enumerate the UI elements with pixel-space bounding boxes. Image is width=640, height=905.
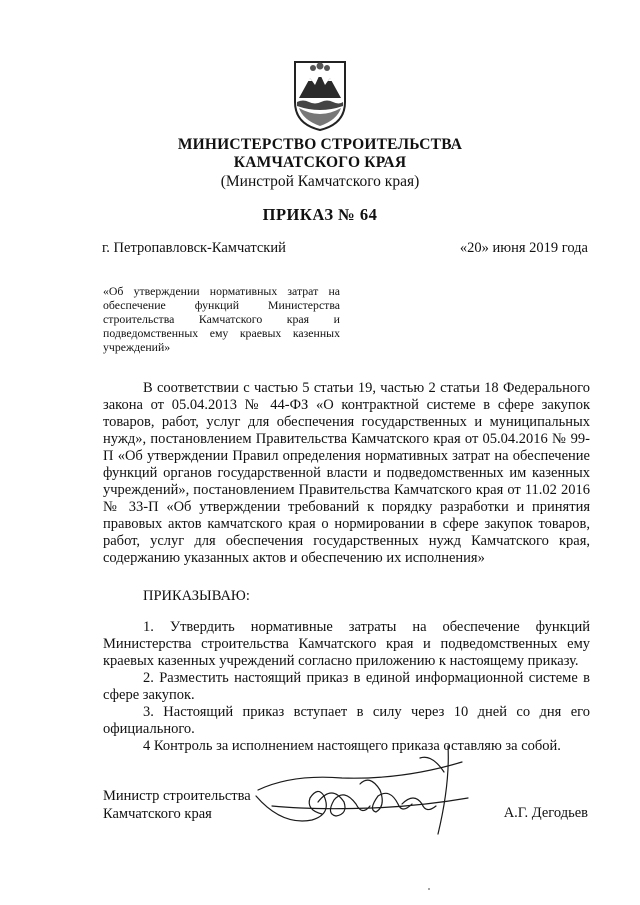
- signer-title: [103, 787, 251, 823]
- preamble-paragraph: В соответствии с частью 5 статьи 19, частью 2 статьи 18 Федерального закона от 05.04.2013 № 44-ФЗ «О контрактной системе в сфере закупок товаров, работ, услуг для обеспечения государственных и муниципальных нужд», постановлением Правительства Камчатского края от 05.04.2016 № 99-П «Об утверждении Правил определения нормативных затрат на обеспечение функций органов государственной власти и подведомственных им казенных учреждений», постановлением Правительства Камчатского края от 11.02 2016 № 33-П «Об утверждении требований к порядку разработки и принятия правовых актов камчатского края о нормировании в сфере закупок товаров, работ, услуг для обеспечения государственных нужд Камчатского края, содержанию указанных актов и обеспечению их исполнения»: [103, 380, 590, 566]
- ministry-short-name: (Минстрой Камчатского края): [220, 173, 420, 190]
- order-item-3: 3. Настоящий приказ вступает в силу через 10 дней со дня его официального.: [103, 704, 590, 737]
- order-item-4: 4 Контроль за исполнением настоящего приказа оставляю за собой.: [143, 738, 561, 754]
- scan-speck: [428, 888, 430, 890]
- ministry-name-line2: КАМЧАТСКОГО КРАЯ: [233, 154, 407, 171]
- signer-title-line2: Камчатского края: [103, 806, 212, 822]
- handwritten-signature: [252, 744, 492, 844]
- place-of-issue: г. Петропавловск-Камчатский: [102, 240, 286, 256]
- signer-name: А.Г. Дегодьев: [503, 805, 588, 821]
- order-word: ПРИКАЗЫВАЮ:: [143, 588, 250, 604]
- ministry-name: [0, 136, 640, 172]
- order-subject: «Об утверждении нормативных затрат на обеспечение функций Министерства строительства Камчатского края и подведомственных ему краевых казенных учреждений»: [103, 284, 340, 354]
- order-date: «20» июня 2019 года: [459, 240, 588, 256]
- order-item-2: 2. Разместить настоящий приказ в единой информационной системе в сфере закупок.: [103, 670, 590, 703]
- ministry-name-line1: МИНИСТЕРСТВО СТРОИТЕЛЬСТВА: [177, 136, 463, 153]
- signer-title-line1: Министр строительства: [103, 788, 251, 804]
- coat-of-arms-icon: [291, 58, 349, 132]
- order-item-1: 1. Утвердить нормативные затраты на обеспечение функций Министерства строительства Камчатского края и подведомственных ему краевых казенных учреждений согласно приложению к настоящему приказу.: [103, 619, 590, 669]
- order-title: ПРИКАЗ № 64: [262, 205, 378, 224]
